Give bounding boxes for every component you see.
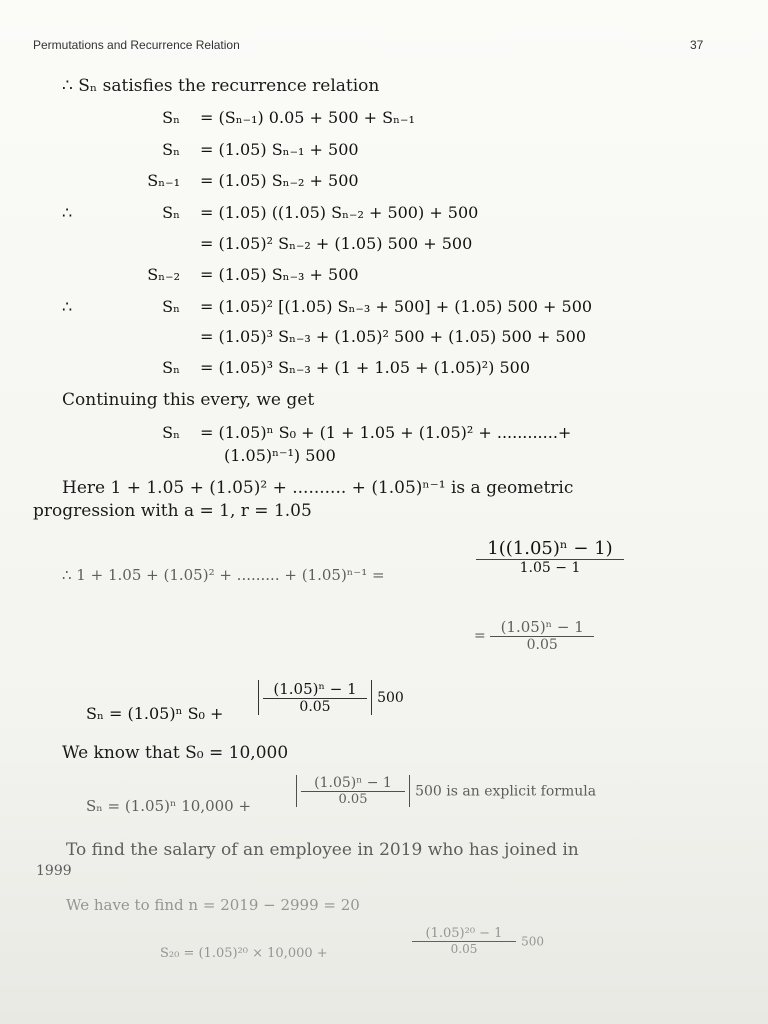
fraction-denominator: 0.05 (526, 637, 558, 653)
therefore-symbol: ∴ (62, 203, 73, 222)
s20-formula-fraction (412, 926, 544, 956)
find-salary-year: 1999 (36, 863, 72, 879)
derivation-lhs: Sₙ (162, 358, 180, 377)
gp-statement-cont: progression with a = 1, r = 1.05 (33, 501, 312, 521)
page-number: 37 (690, 38, 704, 52)
derivation-rhs: = (1.05)³ Sₙ₋₃ + (1 + 1.05 + (1.05)²) 500 (200, 358, 531, 377)
fraction-denominator: 0.05 (450, 942, 478, 956)
derivation-lhs: Sₙ (162, 108, 180, 127)
derivation-lhs: Sₙ₋₁ (147, 171, 180, 190)
derivation-rhs: = (1.05) Sₙ₋₂ + 500 (200, 171, 359, 190)
gp-sum-lhs: ∴ 1 + 1.05 + (1.05)² + ......... + (1.05)ⁿ⁻¹ = (62, 566, 385, 584)
derivation-rhs: = (1.05) ((1.05) Sₙ₋₂ + 500) + 500 (200, 203, 479, 222)
fraction-numerator: (1.05)²⁰ − 1 (412, 926, 516, 942)
fraction-denominator: 0.05 (299, 699, 331, 715)
intro-text: ∴ Sₙ satisfies the recurrence relation (62, 76, 380, 96)
s20-formula-tail: 500 (521, 934, 544, 949)
sn-formula-fraction (258, 680, 404, 715)
general-lhs: Sₙ (162, 423, 180, 442)
general-rhs-cont: (1.05)ⁿ⁻¹) 500 (224, 446, 336, 465)
derivation-lhs: Sₙ (162, 203, 180, 222)
explicit-formula-lhs: Sₙ = (1.05)ⁿ 10,000 + (86, 797, 252, 815)
gp-sum-fraction (476, 538, 624, 576)
therefore-symbol: ∴ (62, 297, 73, 316)
derivation-lhs: Sₙ₋₂ (147, 265, 180, 284)
sn-formula-lhs: Sₙ = (1.05)ⁿ S₀ + (86, 704, 224, 723)
derivation-rhs: = (Sₙ₋₁) 0.05 + 500 + Sₙ₋₁ (200, 108, 415, 127)
derivation-lhs: Sₙ (162, 297, 180, 316)
explicit-formula-tail: 500 is an explicit formula (415, 783, 597, 800)
find-salary-text: To find the salary of an employee in 2019 who has joined in (66, 840, 579, 860)
sn-formula-tail: 500 (377, 690, 404, 706)
gp-statement: Here 1 + 1.05 + (1.05)² + .......... + (1.05)ⁿ⁻¹ is a geometric (62, 478, 574, 498)
derivation-rhs: = (1.05)² [(1.05) Sₙ₋₃ + 500] + (1.05) 500 + 500 (200, 297, 593, 316)
explicit-formula-fraction (296, 775, 596, 807)
fraction-numerator: (1.05)ⁿ − 1 (301, 775, 405, 792)
derivation-rhs: = (1.05)³ Sₙ₋₃ + (1.05)² 500 + (1.05) 500 + 500 (200, 327, 586, 346)
derivation-lhs: Sₙ (162, 140, 180, 159)
continuing-text: Continuing this every, we get (62, 390, 315, 410)
s20-formula-lhs: S₂₀ = (1.05)²⁰ × 10,000 + (160, 946, 328, 961)
derivation-rhs: = (1.05) Sₙ₋₃ + 500 (200, 265, 359, 284)
running-header: Permutations and Recurrence Relation (33, 38, 240, 52)
fraction-denominator: 0.05 (338, 792, 368, 807)
fraction-denominator: 1.05 − 1 (519, 560, 581, 576)
fraction-numerator: 1((1.05)ⁿ − 1) (476, 538, 624, 560)
gp-sum-simplified: = $\frac{\text{(1.05)ⁿ − 1}}{0.05}$ (474, 618, 594, 653)
fraction-numerator: (1.05)ⁿ − 1 (490, 618, 594, 637)
derivation-rhs: = (1.05)² Sₙ₋₂ + (1.05) 500 + 500 (200, 234, 473, 253)
general-rhs: = (1.05)ⁿ S₀ + (1 + 1.05 + (1.05)² + ............+ (200, 423, 572, 442)
derivation-rhs: = (1.05) Sₙ₋₁ + 500 (200, 140, 359, 159)
fraction-numerator: (1.05)ⁿ − 1 (263, 680, 367, 699)
initial-value-text: We know that S₀ = 10,000 (62, 743, 289, 763)
find-n-text: We have to find n = 2019 − 2999 = 20 (66, 896, 360, 914)
